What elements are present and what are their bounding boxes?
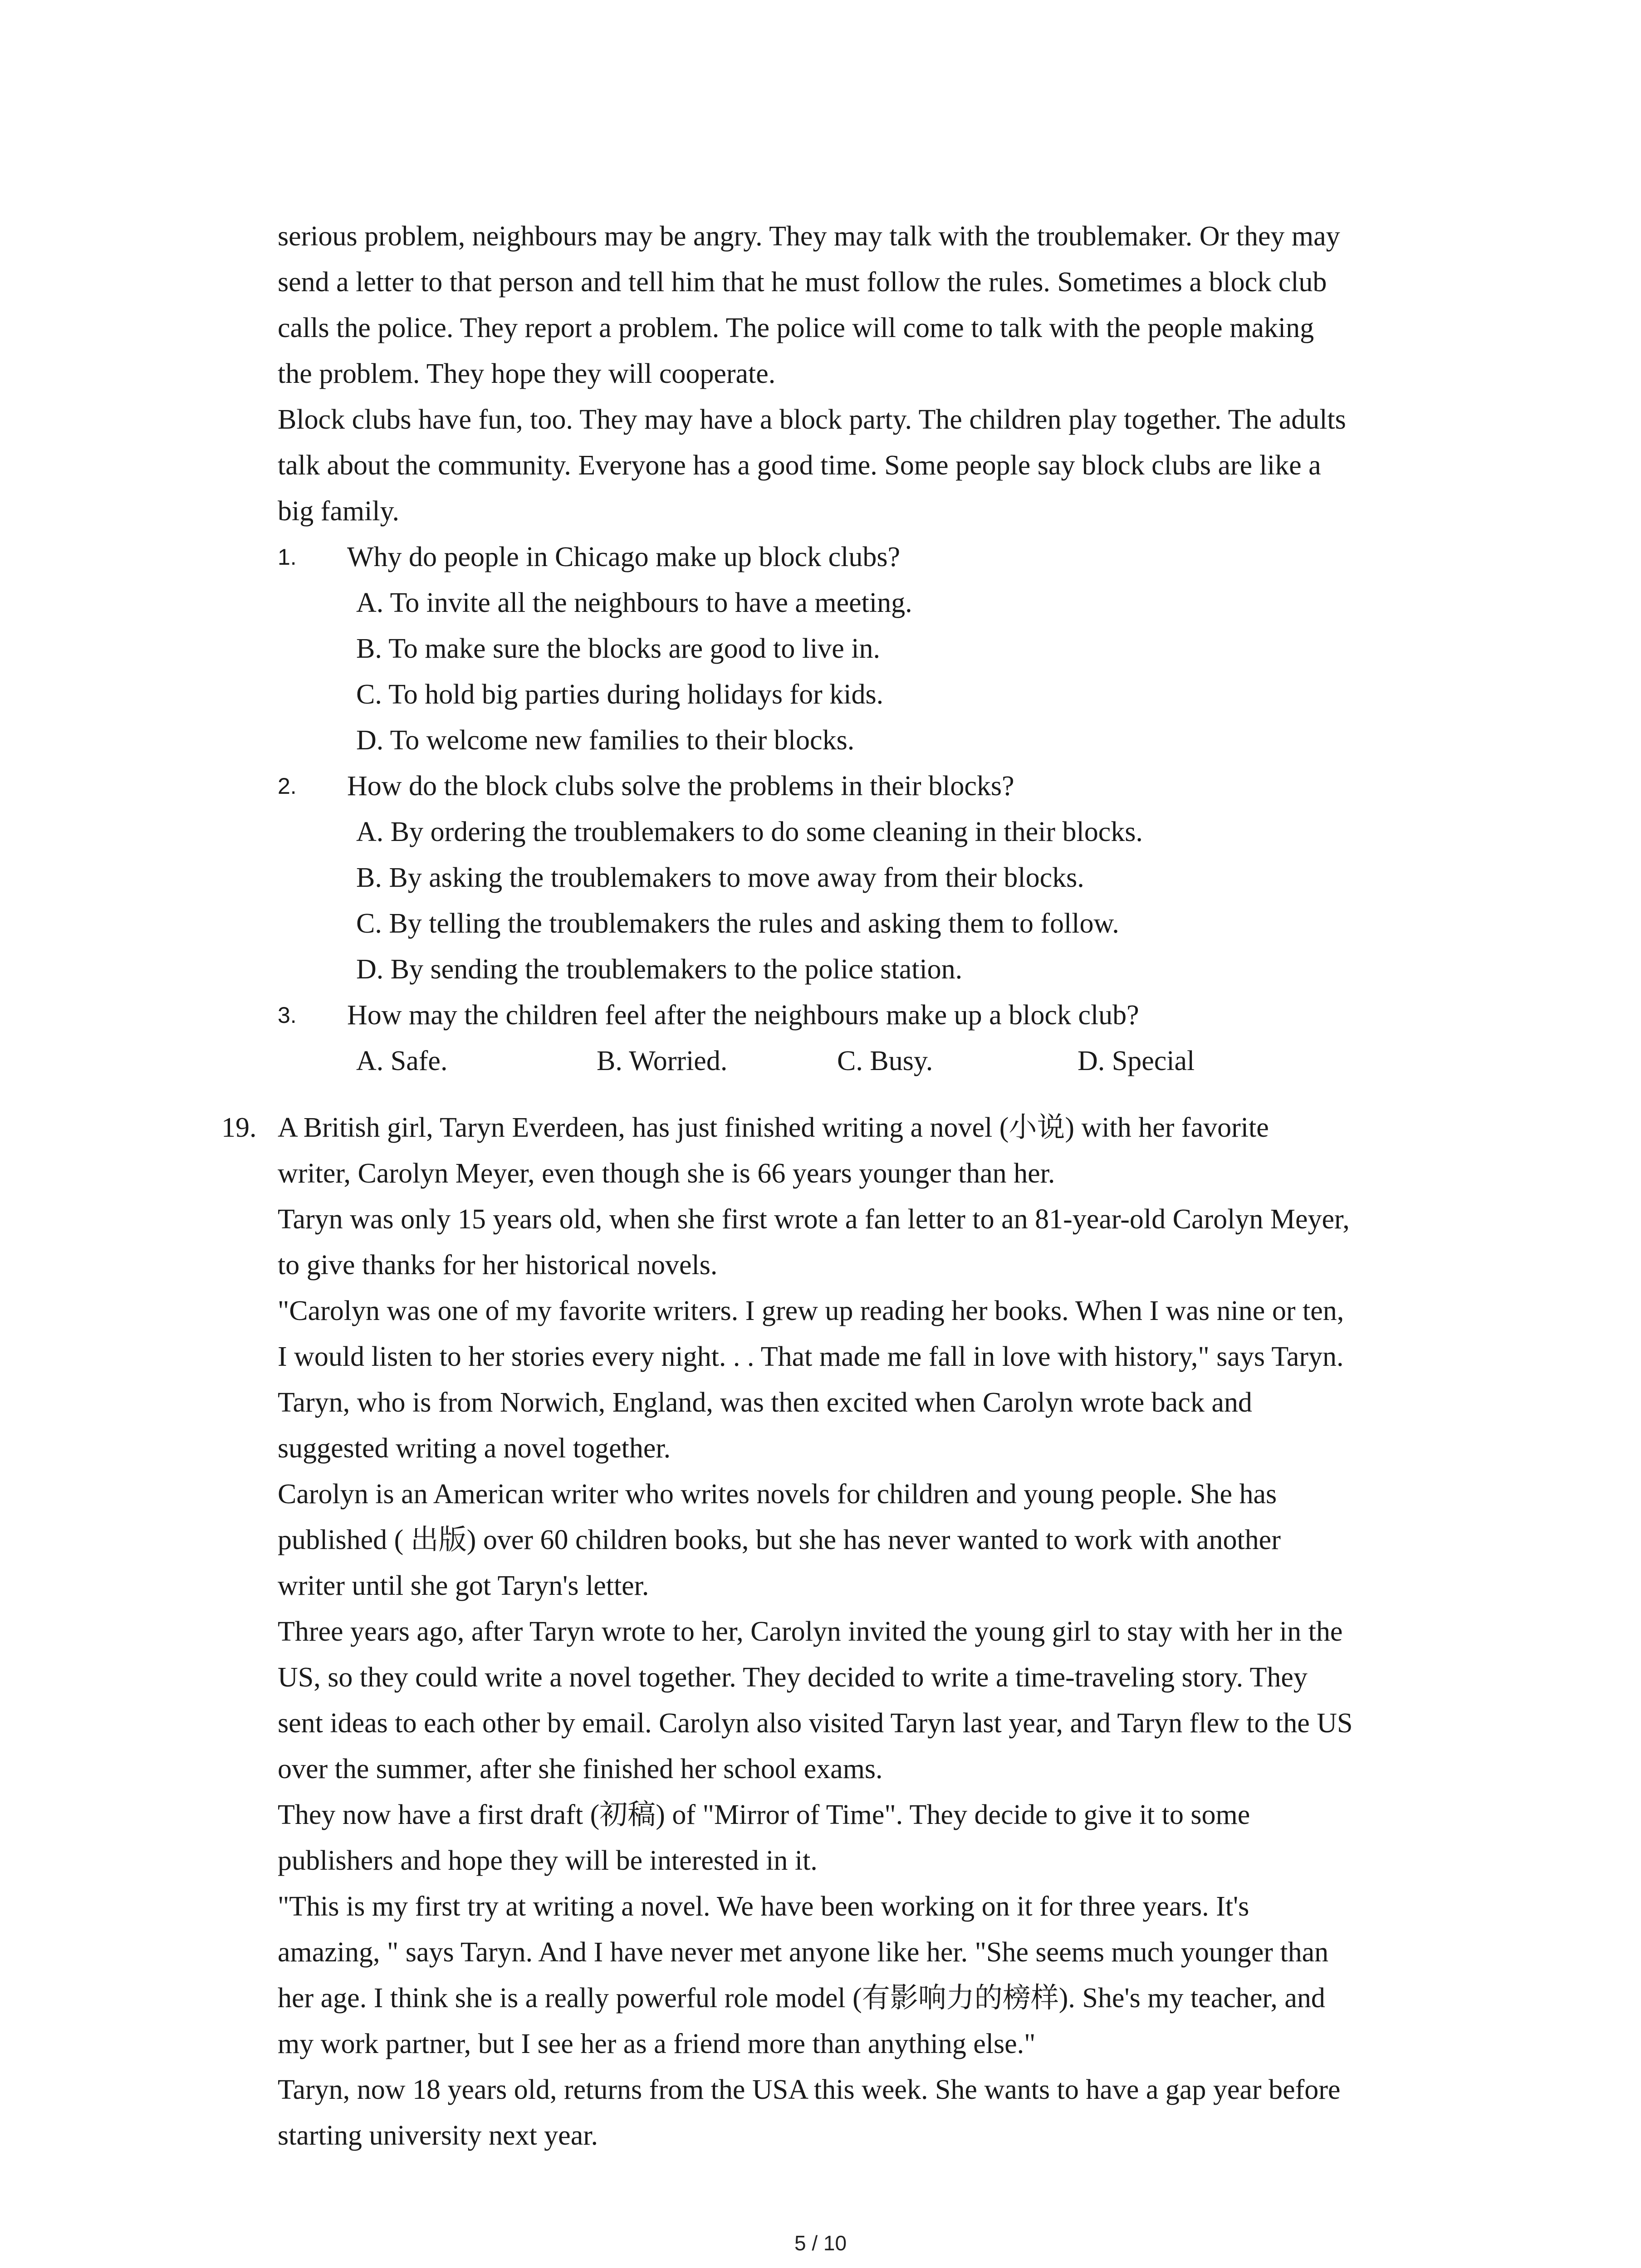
passage-line: I would listen to her stories every night. . . That made me fall in love with history," says Taryn.: [278, 1341, 1344, 1372]
passage-line: my work partner, but I see her as a friend more than anything else.": [278, 2028, 1036, 2059]
answer-option: A. By ordering the troublemakers to do some cleaning in their blocks.: [356, 816, 1143, 847]
answer-option: D. To welcome new families to their blocks.: [356, 725, 855, 756]
passage-line: Carolyn is an American writer who writes novels for children and young people. She has: [278, 1479, 1277, 1510]
question-number: 2.: [278, 773, 297, 799]
question-text: How do the block clubs solve the problems in their blocks?: [347, 771, 1014, 802]
answer-option: C. To hold big parties during holidays for kids.: [356, 679, 884, 710]
passage-line: amazing, " says Taryn. And I have never met anyone like her. "She seems much younger than: [278, 1937, 1329, 1968]
passage-line: Taryn, now 18 years old, returns from the USA this week. She wants to have a gap year before: [278, 2074, 1341, 2105]
answer-option: D. By sending the troublemakers to the police station.: [356, 954, 963, 985]
question-text: How may the children feel after the neighbours make up a block club?: [347, 1000, 1139, 1031]
question-number: 3.: [278, 1002, 297, 1028]
passage-line: A British girl, Taryn Everdeen, has just finished writing a novel (小说) with her favorite: [278, 1112, 1269, 1143]
passage-line: writer, Carolyn Meyer, even though she is 66 years younger than her.: [278, 1158, 1055, 1189]
passage-number: 19.: [221, 1112, 257, 1143]
question-text: Why do people in Chicago make up block clubs?: [347, 542, 901, 572]
passage-line: suggested writing a novel together.: [278, 1433, 671, 1464]
passage-line: Three years ago, after Taryn wrote to her, Carolyn invited the young girl to stay with her in the: [278, 1616, 1343, 1647]
passage-line: Taryn was only 15 years old, when she first wrote a fan letter to an 81-year-old Carolyn Meyer,: [278, 1204, 1350, 1235]
passage-line: writer until she got Taryn's letter.: [278, 1570, 649, 1601]
page-number: 5 / 10: [794, 2231, 847, 2255]
passage-line: serious problem, neighbours may be angry. They may talk with the troublemaker. Or they may: [278, 221, 1340, 252]
passage-line: send a letter to that person and tell him that he must follow the rules. Sometimes a block club: [278, 267, 1327, 298]
answer-option: B. By asking the troublemakers to move away from their blocks.: [356, 862, 1084, 893]
passage-line: US, so they could write a novel together. They decided to write a time-traveling story. They: [278, 1662, 1308, 1693]
passage-line: to give thanks for her historical novels.: [278, 1250, 718, 1281]
answer-option: D. Special: [1078, 1046, 1195, 1076]
passage-line: publishers and hope they will be interested in it.: [278, 1845, 818, 1876]
passage-line: starting university next year.: [278, 2120, 598, 2151]
passage-line: over the summer, after she finished her school exams.: [278, 1754, 883, 1784]
passage-line: Taryn, who is from Norwich, England, was then excited when Carolyn wrote back and: [278, 1387, 1252, 1418]
answer-option: B. Worried.: [597, 1046, 728, 1076]
passage-line: They now have a first draft (初稿) of "Mirror of Time". They decide to give it to some: [278, 1799, 1250, 1830]
passage-line: sent ideas to each other by email. Carolyn also visited Taryn last year, and Taryn flew to the US: [278, 1708, 1353, 1739]
passage-line: talk about the community. Everyone has a good time. Some people say block clubs are like a: [278, 450, 1321, 481]
passage-line: calls the police. They report a problem. The police will come to talk with the people making: [278, 313, 1314, 343]
passage-line: published ( 出版) over 60 children books, but she has never wanted to work with another: [278, 1525, 1281, 1555]
passage-line: "This is my first try at writing a novel. We have been working on it for three years. It's: [278, 1891, 1249, 1922]
passage-line: big family.: [278, 496, 400, 527]
question-number: 1.: [278, 544, 297, 570]
answer-option: B. To make sure the blocks are good to live in.: [356, 633, 881, 664]
answer-option: C. By telling the troublemakers the rules and asking them to follow.: [356, 908, 1119, 939]
passage-line: the problem. They hope they will cooperate.: [278, 358, 776, 389]
answer-option: A. To invite all the neighbours to have a meeting.: [356, 587, 912, 618]
answer-option: C. Busy.: [837, 1046, 933, 1076]
passage-line: her age. I think she is a really powerful role model (有影响力的榜样). She's my teacher, and: [278, 1983, 1325, 2014]
passage-line: "Carolyn was one of my favorite writers. I grew up reading her books. When I was nine or ten,: [278, 1295, 1344, 1326]
passage-line: Block clubs have fun, too. They may have a block party. The children play together. The adults: [278, 404, 1346, 435]
answer-option: A. Safe.: [356, 1046, 448, 1076]
